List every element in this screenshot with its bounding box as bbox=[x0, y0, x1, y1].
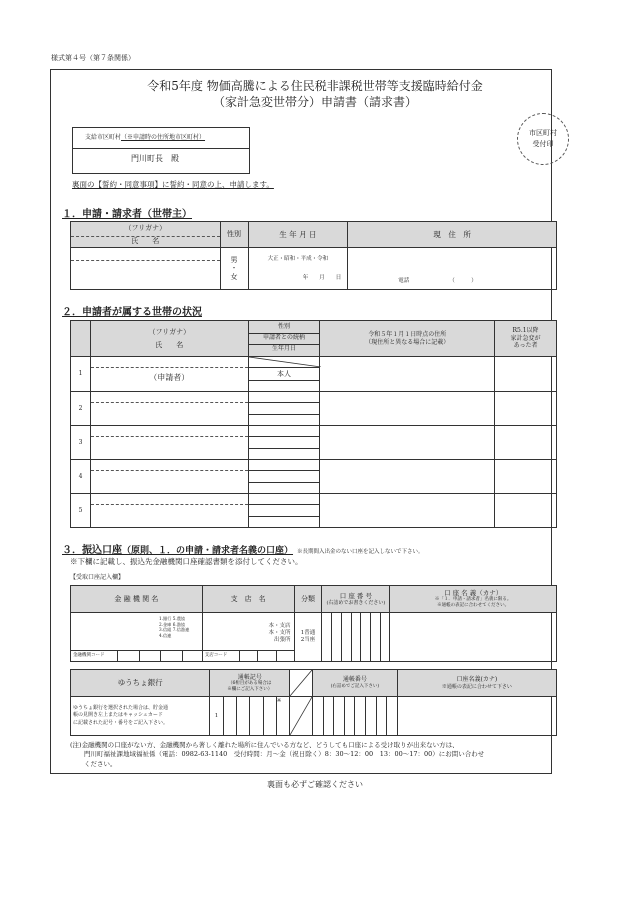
address-box-note: （※申請時の住所地市区町村） bbox=[121, 134, 206, 141]
member-change-cell[interactable] bbox=[495, 357, 557, 392]
row-number: 2 bbox=[71, 392, 91, 426]
branch-name-cell[interactable] bbox=[202, 613, 294, 662]
row-number: 3 bbox=[71, 426, 91, 460]
section3-small-note: ※長期間入出金のない口座を記入しないで下さい。 bbox=[297, 549, 424, 555]
branch-name-header: 支 店 名 bbox=[202, 586, 294, 613]
footnote-line3: ください。 bbox=[84, 759, 117, 768]
member-change-cell[interactable] bbox=[495, 494, 557, 528]
intro-statement: 裏面の【誓約・同意事項】に誓約・同意の上、申請します。 bbox=[72, 180, 274, 189]
page-title-line1: 令和5年度 物価高騰による住民税非課税世帯等支援臨時給付金 bbox=[147, 79, 483, 93]
passbook-number-note: (右詰めでご記入下さい) bbox=[330, 683, 380, 689]
member-address-cell[interactable] bbox=[320, 460, 495, 494]
bank-type-1[interactable]: 1.銀行 bbox=[159, 616, 172, 621]
yucho-desc-line1: ゆうちょ銀行を選択された場合は、貯金通 bbox=[73, 704, 169, 711]
yucho-holder-note: ※通帳の表記に合わせて下さい bbox=[441, 683, 512, 690]
member-change-cell[interactable] bbox=[495, 460, 557, 494]
passbook-symbol-cell[interactable] bbox=[210, 697, 290, 736]
slash-divider bbox=[290, 670, 312, 696]
bank-account-table bbox=[70, 585, 557, 662]
symbol-prefix: 1 bbox=[214, 713, 219, 719]
h-address-line1: 令和５年１月１日時点の住所 bbox=[368, 331, 447, 338]
member-name-cell[interactable] bbox=[90, 460, 248, 494]
passbook-symbol-note1: （6桁目がある場合は bbox=[228, 681, 272, 687]
birth-header: 生 年 月 日 bbox=[248, 222, 348, 248]
h-change-line1: R5.1以降 bbox=[512, 327, 539, 335]
bank-type-6[interactable]: 6.漁協 bbox=[172, 621, 186, 627]
member-address-cell[interactable] bbox=[320, 392, 495, 426]
h-relation: 申請者との続柄 bbox=[249, 334, 320, 345]
phone-label: 電話 bbox=[398, 278, 410, 285]
bank-type-4[interactable]: 4.信連 bbox=[159, 633, 172, 639]
section3-heading: ３．振込口座 bbox=[62, 545, 122, 556]
section3-note2: ※下欄に記載し、振込先金融機関口座確認書類を添付してください。 bbox=[70, 557, 303, 566]
classification-header: 分類 bbox=[294, 586, 322, 613]
table-row bbox=[71, 426, 557, 460]
bank-code-label: 金融機関コード bbox=[73, 653, 105, 658]
footnote-line2: 門川町福祉課地域福祉係（電話：0982-63-1140 受付時間：月～金（祝日除く）8：30～12：00 13：00～17：00）にお問い合わせ bbox=[84, 750, 485, 759]
member-address-cell[interactable] bbox=[320, 357, 495, 392]
account-number-cell[interactable] bbox=[322, 613, 390, 662]
sixth-digit-mark: ※ bbox=[276, 697, 289, 735]
furigana-label: （フリガナ） bbox=[124, 223, 167, 232]
era-options: 大正・昭和・平成・令和 bbox=[267, 255, 329, 262]
member-name-cell[interactable] bbox=[90, 494, 248, 528]
stamp-line2: 受付印 bbox=[532, 140, 554, 148]
h-birth: 生年月日 bbox=[272, 344, 297, 352]
passbook-number-header: 通帳番号 bbox=[342, 676, 367, 684]
yucho-holder-header: 口座名義(カナ) bbox=[456, 676, 498, 684]
yucho-table bbox=[70, 669, 557, 736]
h-furigana: （フリガナ） bbox=[148, 327, 191, 336]
account-type-2[interactable]: 2当座 bbox=[300, 637, 316, 643]
footnote-line1: (注)金融機関の口座がない方、金融機関から著しく離れた場所に住んでいる方など、どうしても口座による受け取りが出来ない方は、 bbox=[70, 741, 459, 749]
yucho-description bbox=[71, 697, 210, 736]
index-header bbox=[71, 321, 91, 357]
section1-heading: １．申請・請求者（世帯主） bbox=[62, 209, 192, 220]
branch-type-2[interactable]: 本・支所 bbox=[268, 630, 291, 637]
gender-header: 性別 bbox=[220, 222, 248, 248]
yucho-desc-line3: に記載された記号・番号をご記入下さい。 bbox=[73, 719, 169, 726]
gender-female[interactable]: 女 bbox=[230, 272, 238, 281]
bank-type-3[interactable]: 3.信組 bbox=[159, 627, 172, 633]
account-entry-label: 【受取口座記入欄】 bbox=[70, 574, 125, 581]
slash-divider-2 bbox=[290, 697, 312, 735]
page-title-line2: （家計急変世帯分）申請書（請求書） bbox=[212, 95, 417, 109]
section2-heading: ２．申請者が属する世帯の状況 bbox=[62, 307, 202, 318]
account-number-note: (右詰めでお書きください) bbox=[326, 599, 386, 606]
address-cell[interactable] bbox=[348, 248, 557, 290]
holder-header: 口 座 名 義（カナ） bbox=[444, 589, 503, 598]
classification-cell[interactable] bbox=[294, 613, 322, 662]
branch-code-label: 支店コード bbox=[204, 653, 228, 658]
self-label: 本人 bbox=[249, 368, 320, 381]
account-number-header: 口 座 番 号 bbox=[339, 591, 372, 600]
applicant-name-cell[interactable] bbox=[71, 248, 221, 290]
section3-heading-note: （原則、１．の申請・請求者名義の口座） bbox=[122, 546, 294, 556]
branch-type-1[interactable]: 本・支店 bbox=[268, 623, 291, 629]
table-row bbox=[71, 357, 557, 392]
footer-note: 裏面も必ずご確認ください bbox=[267, 780, 363, 789]
member-address-cell[interactable] bbox=[320, 426, 495, 460]
row-number: 5 bbox=[71, 494, 91, 528]
strike-mark bbox=[249, 357, 321, 367]
phone-paren: （ ） bbox=[449, 278, 477, 285]
member-address-cell[interactable] bbox=[320, 494, 495, 528]
address-header: 現 住 所 bbox=[348, 222, 557, 248]
table-row bbox=[71, 392, 557, 426]
table-row bbox=[71, 460, 557, 494]
gender-separator: ・ bbox=[230, 264, 238, 273]
gender-cell[interactable] bbox=[220, 248, 248, 290]
household-table bbox=[70, 320, 557, 528]
applicant-table bbox=[70, 221, 557, 290]
bank-type-5[interactable]: 5.農協 bbox=[172, 616, 186, 621]
account-type-1[interactable]: 1普通 bbox=[300, 630, 316, 637]
h-name: 氏 名 bbox=[155, 340, 184, 349]
table-row bbox=[71, 494, 557, 528]
member-name-cell[interactable] bbox=[90, 426, 248, 460]
address-box-label: 支給市区町村 bbox=[85, 134, 122, 141]
ymd-label: 年 月 日 bbox=[302, 274, 342, 281]
form-code: 様式第４号（第７条関係） bbox=[51, 54, 135, 62]
member-name-cell[interactable] bbox=[90, 357, 248, 392]
birthdate-cell[interactable] bbox=[248, 248, 348, 290]
applicant-label: （申請者） bbox=[149, 373, 190, 382]
bank-name-header: 金 融 機 関 名 bbox=[71, 586, 203, 613]
bank-type-7[interactable]: 7.信漁連 bbox=[172, 627, 190, 633]
h-gender: 性別 bbox=[249, 323, 320, 334]
footnote bbox=[70, 741, 484, 769]
gender-male[interactable]: 男 bbox=[230, 255, 238, 264]
passbook-symbol-header: 通帳記号 bbox=[237, 673, 262, 681]
holder-note2: ※通帳の表記に合わせてください。 bbox=[437, 603, 510, 609]
stamp-line1: 市区町村 bbox=[529, 129, 557, 137]
section3-heading-line bbox=[62, 540, 424, 556]
member-change-cell[interactable] bbox=[495, 426, 557, 460]
h-change-line2: 家計急変が bbox=[510, 334, 541, 342]
bank-type-2[interactable]: 2.金庫 bbox=[159, 621, 172, 627]
passbook-number-cell[interactable] bbox=[313, 697, 398, 736]
member-change-cell[interactable] bbox=[495, 392, 557, 426]
yucho-header: ゆうちょ銀行 bbox=[71, 670, 210, 697]
row-number: 4 bbox=[71, 460, 91, 494]
holder-cell[interactable] bbox=[390, 613, 557, 662]
passbook-symbol-note2: ※欄にご記入下さい） bbox=[227, 686, 273, 692]
reception-stamp-circle bbox=[517, 113, 569, 165]
yucho-holder-cell[interactable] bbox=[397, 697, 556, 736]
member-name-cell[interactable] bbox=[90, 392, 248, 426]
name-label: 氏 名 bbox=[131, 236, 160, 245]
h-change-line3: あった者 bbox=[513, 342, 538, 350]
holder-note1: ※「１．申請・請求者」名義に限る。 bbox=[434, 597, 512, 603]
recipient-name: 門川町長 殿 bbox=[131, 154, 179, 163]
address-box bbox=[72, 127, 250, 174]
row-number: 1 bbox=[71, 357, 91, 392]
bank-name-cell[interactable] bbox=[71, 613, 203, 662]
yucho-desc-line2: 帳の見開き左上またはキャッシュカード bbox=[73, 712, 163, 719]
h-address-line2: （現住所と異なる場合に記載） bbox=[365, 338, 450, 346]
branch-type-3[interactable]: 出張所 bbox=[274, 637, 291, 644]
